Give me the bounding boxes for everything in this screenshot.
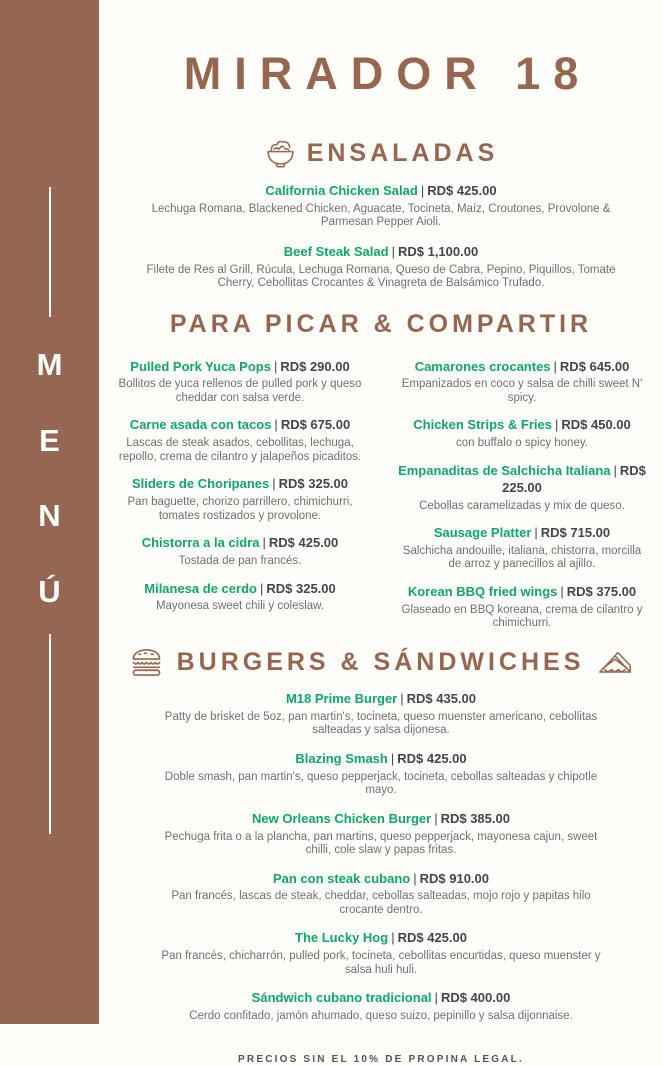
price-separator: |	[391, 930, 395, 946]
sandwich-icon	[597, 647, 633, 678]
item-description: Bollitos de yuca rellenos de pulled pork y queso cheddar con salsa verde.	[118, 378, 362, 404]
burger-icon	[129, 647, 164, 678]
burgers-items	[99, 691, 663, 1024]
salad-bowl-icon	[264, 137, 297, 169]
section-title-para-picar: PARA PICAR & COMPARTIR	[169, 309, 593, 338]
item-name: Blazing Smash	[295, 750, 388, 766]
item-price: RD$ 675.00	[280, 417, 351, 433]
item-description: Doble smash, pan martin's, queso pepperjack, tocineta, cebollas salteadas y chipotle mayo.	[164, 770, 598, 797]
menu-item	[99, 535, 381, 568]
item-description: Pan francés, lascas de steak, cheddar, cebollas salteadas, mojo rojo y papitas hilo crocante dentro.	[171, 890, 591, 916]
item-description: Empanizados en coco y salsa de chilli sweet N' spicy.	[401, 378, 643, 404]
item-name: The Lucky Hog	[295, 930, 389, 946]
item-description: Lascas de steak asados, cebollitas, lechuga, repollo, crema de cilantro y jalapeños picaditos.	[118, 437, 362, 463]
menu-item-line	[99, 751, 663, 768]
section-burgers	[99, 647, 663, 1024]
item-name: Chistorra a la cidra	[141, 535, 260, 551]
menu-item	[381, 525, 663, 572]
item-price: RD$ 715.00	[540, 525, 611, 541]
sidebar-top-line	[49, 187, 51, 317]
item-price: RD$ 450.00	[561, 417, 631, 433]
item-name: Milanesa de cerdo	[144, 580, 257, 596]
menu-item	[381, 417, 663, 450]
menu-item	[99, 990, 663, 1023]
item-price: RD$ 425.00	[397, 930, 467, 946]
price-separator: |	[390, 750, 395, 766]
price-separator: |	[553, 358, 557, 374]
section-ensaladas	[99, 137, 663, 291]
item-description: Patty de brisket de 5oz, pan martin's, tocineta, queso muenster americano, cebollitas salteadas y salsa dijonesa.	[164, 710, 598, 737]
item-description: Filete de Res al Grill, Rúcula, Lechuga Romana, Queso de Cabra, Pepino, Piquillos, Tomate Cherry, Cebollitas Crocantes & Vinagreta de Balsámico Trufado.	[146, 263, 616, 290]
menu-item-line	[381, 525, 663, 542]
price-separator: |	[560, 583, 564, 599]
menu-item-line	[99, 990, 663, 1007]
menu-item-line	[381, 417, 663, 434]
section-title-ensaladas: ENSALADAS	[306, 138, 499, 167]
menu-item-line	[381, 359, 663, 376]
menu-item	[99, 811, 663, 858]
menu-item	[99, 183, 663, 230]
price-separator: |	[420, 182, 425, 198]
section-para-picar	[99, 309, 663, 631]
item-price: RD$ 910.00	[419, 870, 490, 886]
item-description: Cebollas caramelizadas y mix de queso.	[419, 499, 625, 512]
item-description: Mayonesa sweet chili y coleslaw.	[155, 600, 325, 613]
sidebar-menu-letter: E	[39, 422, 60, 458]
para-picar-right-column	[381, 347, 663, 631]
section-header-ensaladas	[99, 137, 663, 169]
menu-item	[381, 359, 663, 406]
price-separator: |	[391, 243, 395, 259]
menu-item-line	[99, 691, 663, 708]
price-separator: |	[262, 535, 266, 551]
item-description: Pechuga frita o a la plancha, pan martins, queso pepperjack, mayonesa cajun, sweet chilli, cole slaw y papas fritas.	[164, 830, 598, 857]
menu-item	[99, 476, 381, 523]
menu-item-line	[381, 584, 663, 601]
sidebar	[0, 0, 99, 1024]
item-description: Lechuga Romana, Blackened Chicken, Aguacate, Tocineta, Maíz, Croutones, Provolone & Parmesan Pepper Aioli.	[151, 202, 611, 229]
item-description: Glaseado en BBQ koreana, crema de cilantro y chimichurri.	[401, 603, 643, 630]
item-description: Pan francés, chicharrón, pulled pork, tocineta, cebollitas encurtidas, queso muenster y salsa huli huli.	[161, 950, 601, 976]
price-separator: |	[434, 810, 438, 826]
item-name: California Chicken Salad	[265, 182, 418, 198]
item-price: RD$ 325.00	[266, 580, 336, 596]
menu-item-line	[99, 811, 663, 828]
menu-item	[99, 359, 381, 406]
sidebar-menu-letter: Ú	[38, 573, 61, 609]
menu-item-line	[381, 463, 663, 497]
menu-item	[99, 417, 381, 464]
section-title-burgers: BURGERS & SÁNDWICHES	[176, 648, 585, 677]
item-price: RD$ 425.00	[397, 750, 467, 766]
item-name: Camarones crocantes	[414, 358, 551, 374]
menu-item	[99, 691, 663, 738]
ensaladas-items	[99, 183, 663, 291]
menu-item-line	[99, 930, 663, 947]
menu-item	[99, 871, 663, 918]
item-price: RD$ 325.00	[278, 476, 349, 492]
item-price: RD$ 375.00	[566, 583, 637, 599]
item-price: RD$ 435.00	[406, 690, 477, 706]
menu-item-line	[99, 244, 663, 261]
item-description: con buffalo o spicy honey.	[456, 437, 588, 450]
item-name: Carne asada con tacos	[129, 417, 272, 433]
menu-item-line	[99, 476, 381, 493]
item-name: Beef Steak Salad	[283, 243, 389, 259]
price-separator: |	[272, 476, 276, 492]
price-separator: |	[259, 580, 264, 596]
menu-content	[99, 0, 663, 1065]
sidebar-menu-letter: N	[38, 498, 61, 534]
price-separator: |	[434, 990, 438, 1006]
item-price: RD$ 1,100.00	[397, 243, 479, 259]
section-header-burgers	[99, 647, 663, 678]
price-separator: |	[554, 417, 559, 433]
item-price: RD$ 385.00	[440, 810, 510, 826]
sidebar-menu-letter: M	[36, 347, 63, 382]
menu-item-line	[99, 359, 381, 376]
menu-item-line	[99, 871, 663, 888]
price-separator: |	[413, 870, 417, 886]
menu-item-line	[99, 417, 381, 434]
menu-item	[99, 751, 663, 798]
menu-item	[99, 244, 663, 291]
item-description: Tostada de pan francés.	[178, 555, 302, 568]
item-price: RD$ 225.00	[502, 462, 646, 495]
price-separator: |	[400, 690, 404, 706]
item-name: M18 Prime Burger	[285, 690, 398, 706]
item-name: Pan con steak cubano	[272, 870, 411, 886]
item-price: RD$ 425.00	[268, 535, 339, 551]
sidebar-bottom-line	[49, 634, 51, 834]
menu-item-line	[99, 183, 663, 200]
item-description: Salchicha andouille, italiana, chistorra, morcilla de arroz y panecillos al ajillo.	[402, 544, 642, 571]
item-description: Pan baguette, chorizo parrillero, chimichurri, tomates rostizados y provolone.	[127, 496, 353, 522]
sidebar-menu-word	[37, 349, 63, 634]
menu-item	[99, 930, 663, 977]
item-name: Korean BBQ fried wings	[407, 583, 558, 599]
price-separator: |	[274, 417, 278, 433]
legal-tip-note: PRECIOS SIN EL 10% DE PROPINA LEGAL.	[238, 1053, 524, 1065]
restaurant-title: MIRADOR 18	[183, 48, 592, 99]
item-name: Pulled Pork Yuca Pops	[130, 358, 271, 374]
item-price: RD$ 400.00	[440, 990, 511, 1006]
menu-item-line	[99, 581, 381, 598]
item-name: Sliders de Choripanes	[131, 476, 270, 492]
section-header-para-picar	[99, 309, 663, 339]
item-name: Empanaditas de Salchicha Italiana	[398, 462, 611, 478]
menu-item	[381, 463, 663, 513]
para-picar-columns	[99, 347, 663, 631]
item-price: RD$ 290.00	[280, 358, 350, 374]
para-picar-left-column	[99, 347, 381, 631]
item-price: RD$ 425.00	[427, 182, 497, 198]
price-separator: |	[613, 462, 617, 478]
menu-item-line	[99, 535, 381, 552]
item-price: RD$ 645.00	[559, 358, 630, 374]
item-name: New Orleans Chicken Burger	[252, 810, 432, 826]
menu-item	[99, 581, 381, 614]
item-name: Sándwich cubano tradicional	[251, 990, 432, 1006]
menu-item	[381, 584, 663, 631]
item-description: Cerdo confitado, jamón ahumado, queso suizo, pepinillo y salsa dijonnaise.	[189, 1010, 573, 1023]
price-separator: |	[534, 525, 538, 541]
item-name: Sausage Platter	[433, 525, 532, 541]
item-name: Chicken Strips & Fries	[413, 417, 552, 433]
price-separator: |	[273, 358, 278, 374]
